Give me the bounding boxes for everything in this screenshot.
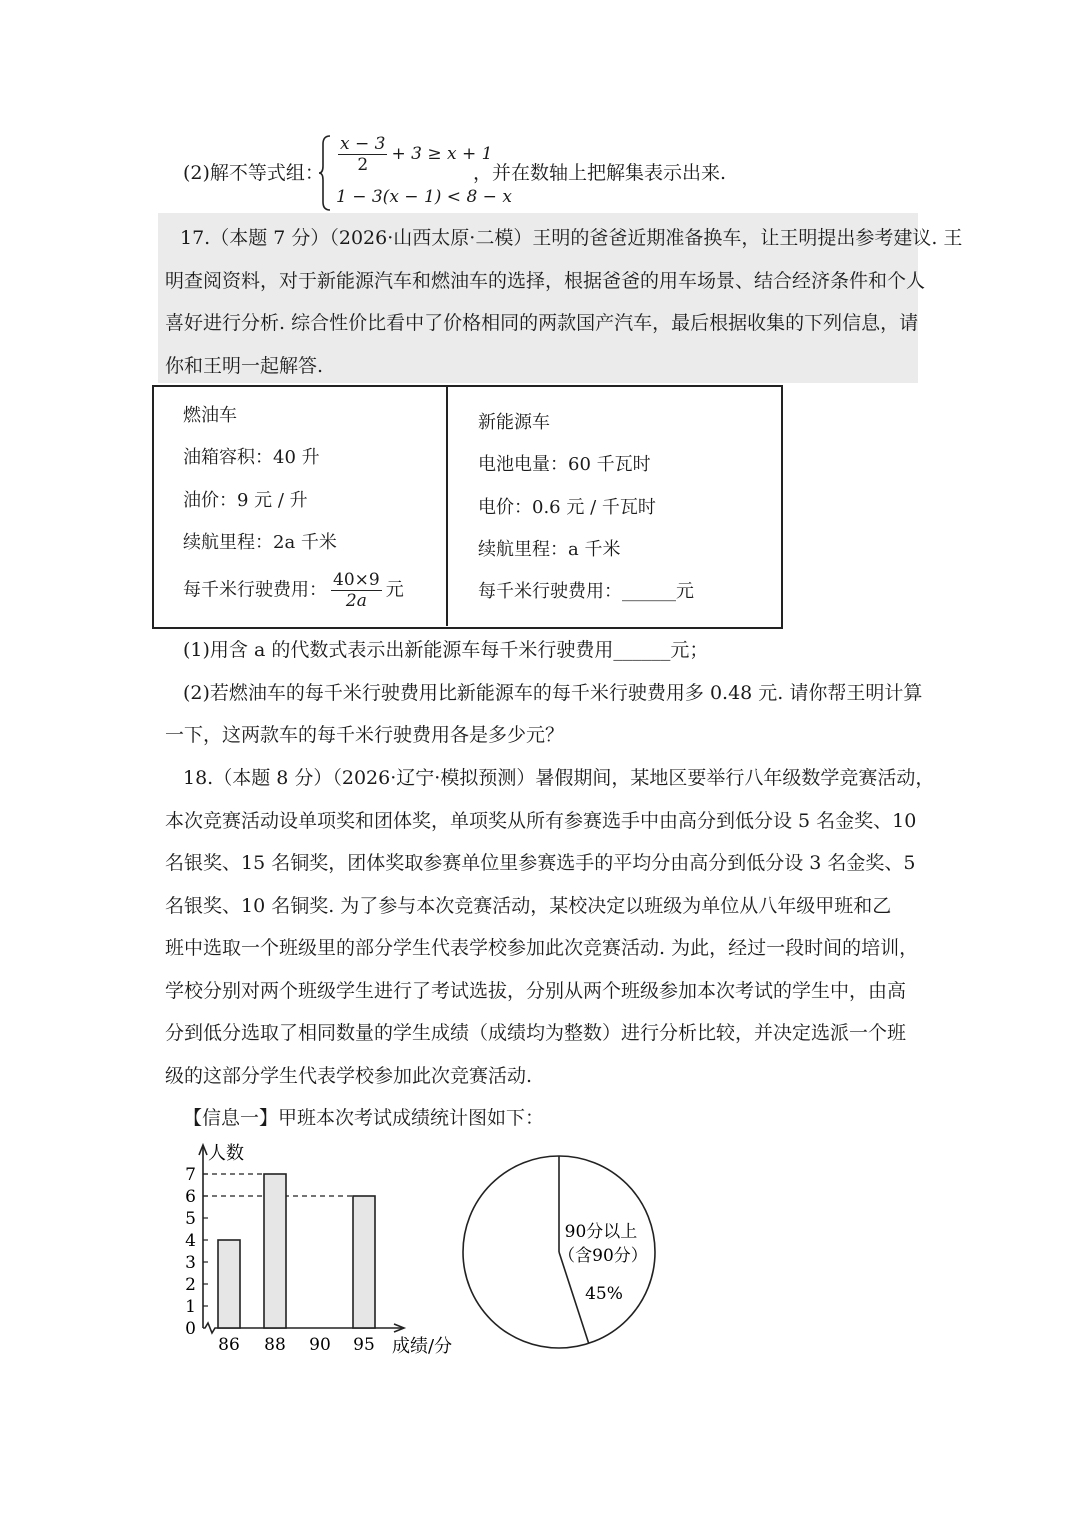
q18-line-3: 名银奖、15 名铜奖，团体奖取参赛单位里参赛选手的平均分由高分到低分设 3 名金奖、5	[165, 852, 916, 874]
pie-slice-sublabel: （含90分）	[558, 1246, 648, 1266]
fuel-cost-per-km: 每千米行驶费用： $\frac{40\times 9}{2a}$ 元	[183, 570, 404, 611]
system-brace	[318, 134, 332, 212]
pie-chart	[455, 1155, 675, 1355]
fuel-car-title: 燃油车	[183, 405, 237, 426]
q17-line-4: 你和王明一起解答.	[165, 355, 324, 377]
q17-line-1: 17.（本题 7 分）（2026·山西太原·二模）王明的爸爸近期准备换车，让王明提出参考建议. 王	[180, 227, 963, 249]
q17-sub1: (1)用含 a 的代数式表示出新能源车每千米行驶费用______元；	[183, 639, 709, 661]
y-axis-label: 人数	[208, 1143, 244, 1164]
fuel-tank-capacity: 油箱容积：40 升	[183, 447, 320, 468]
q18-line-7: 分到低分选取了相同数量的学生成绩（成绩均为整数）进行分析比较，并决定选派一个班	[165, 1022, 907, 1044]
x-tick-label: 86	[218, 1335, 240, 1355]
bar-chart	[170, 1135, 470, 1365]
pie-slice-value: 45%	[585, 1284, 623, 1304]
ev-price: 电价：0.6 元 / 千瓦时	[478, 497, 656, 518]
fuel-price: 油价：9 元 / 升	[183, 490, 308, 511]
x-tick-label: 95	[353, 1335, 375, 1355]
inequality-1: $\frac{x - 3}{2}$ + 3 ≥ x + 1	[340, 134, 493, 175]
q18-line-4: 名银奖、10 名铜奖. 为了参与本次竞赛活动，某校决定以班级为单位从八年级甲班和乙	[165, 895, 892, 917]
q18-line-2: 本次竞赛活动设单项奖和团体奖，单项奖从所有参赛选手中由高分到低分设 5 名金奖、10	[165, 810, 917, 832]
x-tick-label: 88	[264, 1335, 286, 1355]
q18-line-5: 班中选取一个班级里的部分学生代表学校参加此次竞赛活动. 为此，经过一段时间的培训，	[165, 937, 919, 959]
ev-battery: 电池电量：60 千瓦时	[478, 454, 651, 475]
pie-slice-label: 90分以上	[564, 1222, 638, 1242]
y-tick-label: 0	[185, 1319, 196, 1339]
ev-cost-per-km: 每千米行驶费用：______元	[478, 581, 694, 602]
q17-line-2: 明查阅资料，对于新能源汽车和燃油车的选择，根据爸爸的用车场景、结合经济条件和个人	[165, 270, 926, 292]
bar-95	[353, 1196, 375, 1328]
y-tick-label: 7	[185, 1165, 196, 1185]
bar-88	[264, 1174, 286, 1328]
y-tick-label: 6	[185, 1187, 196, 1207]
q18-line-1: 18.（本题 8 分）（2026·辽宁·模拟预测）暑假期间，某地区要举行八年级数学竞赛活动，	[183, 767, 935, 789]
y-tick-label: 3	[185, 1253, 196, 1273]
q18-line-6: 学校分别对两个班级学生进行了考试选拔，分别从两个班级参加本次考试的学生中，由高	[165, 980, 907, 1002]
inequality-2: 1 − 3(x − 1) < 8 − x	[336, 187, 512, 207]
y-tick-label: 2	[185, 1275, 196, 1295]
q16-tail: ，并在数轴上把解集表示出来.	[473, 162, 727, 184]
q18-info1: 【信息一】甲班本次考试成绩统计图如下：	[183, 1107, 545, 1129]
y-tick-label: 4	[185, 1231, 196, 1251]
q18-line-8: 级的这部分学生代表学校参加此次竞赛活动.	[165, 1065, 533, 1087]
q17-sub2-line-1: (2)若燃油车的每千米行驶费用比新能源车的每千米行驶费用多 0.48 元. 请你帮王明计算	[183, 682, 923, 704]
q16-label: (2)解不等式组：	[183, 162, 324, 184]
q17-line-3: 喜好进行分析. 综合性价比看中了价格相同的两款国产汽车，最后根据收集的下列信息，请	[165, 312, 919, 334]
fuel-range: 续航里程：2a 千米	[183, 532, 337, 553]
x-axis-label: 成绩/分	[392, 1336, 453, 1357]
q17-sub2-line-2: 一下，这两款车的每千米行驶费用各是多少元？	[165, 724, 565, 746]
ev-range: 续航里程：a 千米	[478, 539, 621, 560]
y-tick-label: 5	[185, 1209, 196, 1229]
y-tick-label: 1	[185, 1297, 196, 1317]
ev-title: 新能源车	[478, 412, 550, 433]
table-divider	[446, 386, 448, 626]
bar-86	[218, 1240, 240, 1328]
x-tick-label: 90	[309, 1335, 331, 1355]
